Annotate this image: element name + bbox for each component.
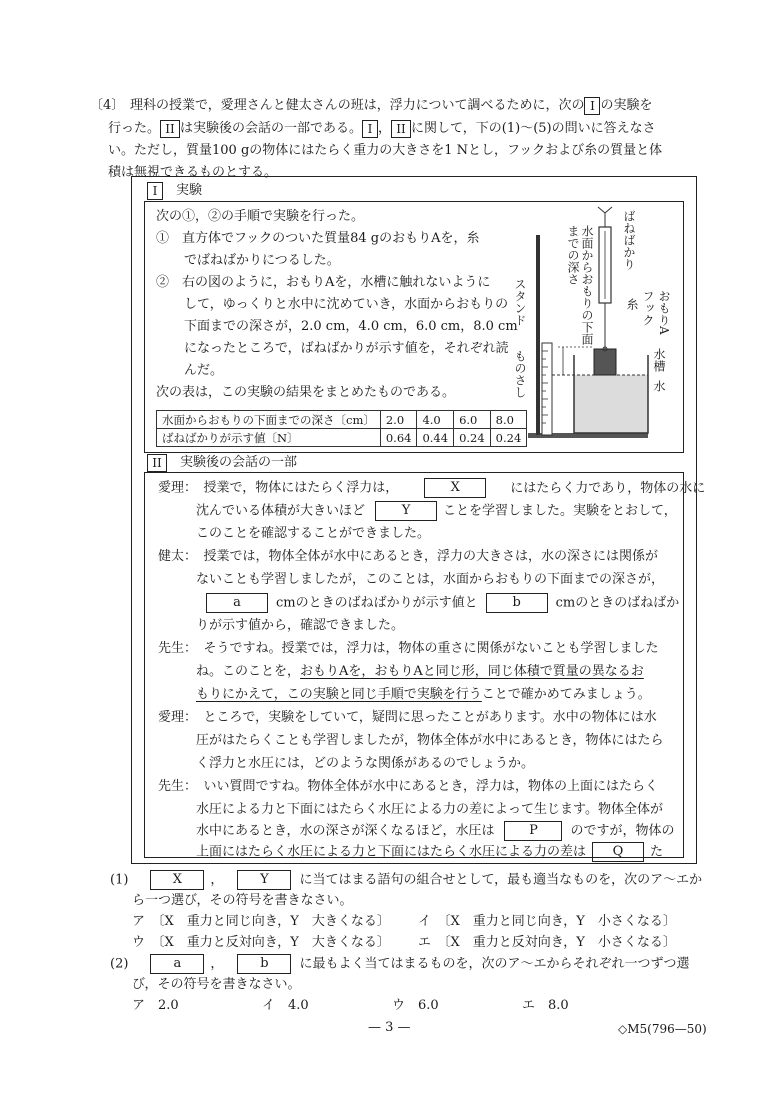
reading-cell: 0.44	[417, 429, 454, 447]
label-ruler: ものさし	[513, 350, 527, 398]
row-label-reading: ばねばかりが示す値〔N〕	[157, 429, 381, 447]
reading-cell: 0.24	[454, 429, 491, 447]
blank-P: P	[504, 821, 562, 841]
intro-line-2: 行った。 II は実験後の会話の一部である。 I ， II に関して，下の(1)〜(5)の問いに答えなさ	[108, 121, 656, 136]
q1-option-u: ウ 〔X 重力と反対向き，Y 大きくなる〕	[132, 935, 390, 950]
blank-Y: Y	[375, 501, 437, 521]
intro-line-3: い。ただし，質量100 gの物体にはたらく重力の大きさを1 Nとし，フックおよび糸の質量と体	[108, 143, 663, 158]
label-water: 水	[652, 380, 666, 392]
conv-line-15: 水圧による力と下面にはたらく水圧による力の差によって生じます。物体全体が	[196, 802, 663, 817]
conv-line-9: ね。このことを，おもりAを，おもりAと同じ形，同じ体積で質量の異なるお	[196, 664, 644, 679]
q2-option-e: エ 8.0	[522, 998, 569, 1013]
depth-cell: 6.0	[454, 411, 491, 429]
ruler	[542, 343, 552, 435]
reading-cell: 0.64	[380, 429, 417, 447]
table-row	[157, 429, 527, 447]
conv-line-1: 愛理： 授業で，物体にはたらく浮力は， X にはたらく力であり，物体の水に	[158, 478, 705, 499]
q1-line-2: ら一つ選び，その符号を書きなさい。	[132, 893, 353, 908]
conv-line-3: このことを確認することができました。	[196, 526, 431, 541]
q2-option-u: ウ 6.0	[392, 998, 439, 1013]
conv-line-4: 健太： 授業では，物体全体が水中にあるとき，浮力の大きさは，水の深さには関係が	[158, 549, 658, 564]
water	[574, 375, 648, 433]
conv-line-5: ないことも学習しましたが，このことは，水面からおもりの下面までの深さが，	[196, 572, 665, 587]
q1-line-1: (1) X ， Y に当てはまる語句の組合せとして，最も適当なものを，次のア〜エか	[110, 870, 702, 891]
conv-line-11: 愛理： ところで，実験をしていて，疑問に思ったことがあります。水中の物体には水	[158, 710, 657, 725]
q2-line-1: (2) a ， b に最もよく当てはまるものを，次のア〜エからそれぞれ一つずつ選	[110, 954, 689, 975]
label-depth: 水面からおもりの下面までの深さ	[566, 225, 594, 345]
blank-b: b	[486, 593, 548, 613]
stand-pole	[536, 235, 540, 435]
q1-blank-Y: Y	[237, 870, 291, 890]
exam-code: ◇M5(796—50)	[618, 1022, 707, 1036]
blank-X: X	[424, 478, 486, 498]
conversation-title: II 実験後の会話の一部	[147, 453, 297, 473]
conv-line-14: 先生： いい質問ですね。物体全体が水中にあるとき，浮力は，物体の上面にはたらく	[158, 779, 658, 794]
q1-option-i: イ 〔X 重力と同じ向き，Y 小さくなる〕	[418, 914, 676, 929]
depth-cell: 4.0	[417, 411, 454, 429]
underlined-text: もりにかえて，この実験と同じ手順で実験を行う	[196, 687, 482, 702]
q1-option-e: エ 〔X 重力と反対向き，Y 小さくなる〕	[418, 935, 676, 950]
table-row	[157, 411, 527, 429]
exp-line-1: 次の①，②の手順で実験を行った。	[156, 209, 365, 224]
blank-Q: Q	[592, 842, 644, 862]
label-spring-scale: ばねばかり	[622, 210, 636, 270]
underlined-text: おもりAを，おもりAと同じ形，同じ体積で質量の異なるお	[300, 664, 644, 679]
depth-cell: 2.0	[380, 411, 417, 429]
exp-line-9: 次の表は，この実験の結果をまとめたものである。	[156, 385, 456, 400]
row-label-depth: 水面からおもりの下面までの深さ〔cm〕	[157, 411, 381, 429]
exp-line-8: んだ。	[184, 363, 224, 378]
depth-cell: 8.0	[490, 411, 527, 429]
q1-option-a: ア 〔X 重力と同じ向き，Y 大きくなる〕	[132, 914, 390, 929]
q2-option-a: ア 2.0	[132, 998, 179, 1013]
conv-line-12: 圧がはたらくことも学習しましたが，物体全体が水中にあるとき，物体にはたら	[196, 733, 664, 748]
question-number: 〔4〕	[90, 98, 125, 113]
conv-line-7: りが示す値から，確認できました。	[196, 618, 405, 633]
reading-cell: 0.24	[490, 429, 527, 447]
exp-line-2: ① 直方体でフックのついた質量84 gのおもりAを，糸	[156, 231, 480, 246]
mark-II: II	[160, 120, 180, 138]
conv-line-17: 上面にはたらく水圧による力と下面にはたらく水圧による力の差は Q た	[196, 842, 663, 863]
q1-blank-X: X	[150, 870, 204, 890]
label-tank: 水槽	[652, 348, 666, 372]
exp-line-3: でばねばかりにつるした。	[184, 253, 340, 268]
q2-blank-b: b	[237, 954, 291, 974]
experiment-title: I 実験	[147, 181, 202, 201]
conv-line-6: a cmのときのばねばかりが示す値と b cmのときのばねばか	[196, 593, 679, 614]
q2-number: (2)	[110, 956, 129, 972]
exp-line-5: して，ゆっくりと水中に沈めていき，水面からおもりの	[184, 297, 509, 312]
results-table	[156, 410, 527, 447]
exp-line-6: 下面までの深さが，2.0 cm，4.0 cm，6.0 cm，8.0 cm	[184, 319, 518, 334]
q2-blank-a: a	[150, 954, 204, 974]
conv-line-2: 沈んでいる体積が大きいほど Y ことを学習しました。実験をとおして，	[196, 501, 677, 522]
intro-line-4: 積は無視できるものとする。	[108, 165, 278, 180]
conv-line-10: もりにかえて，この実験と同じ手順で実験を行うことで確かめてみましょう。	[196, 687, 651, 702]
conv-line-8: 先生： そうですね。授業では，浮力は，物体の重さに関係がないことも学習しました	[158, 641, 659, 656]
conv-line-16: 水中にあるとき，水の深さが深くなるほど，水圧は P のですが，物体の	[196, 821, 675, 842]
weight-A	[594, 349, 616, 375]
page-number: — 3 —	[368, 1020, 411, 1035]
q2-option-i: イ 4.0	[262, 998, 309, 1013]
conv-line-13: く浮力と水圧には，どのような関係があるのでしょうか。	[196, 756, 535, 771]
intro-line-1: 理科の授業で，愛理さんと健太さんの班は，浮力について調べるために，次の I の実験を	[130, 98, 653, 113]
mark-I: I	[584, 97, 600, 115]
blank-a: a	[206, 593, 268, 613]
exp-line-7: になったところで，ばねばかりが示す値を，それぞれ読	[184, 341, 509, 356]
exp-line-4: ② 右の図のように，おもりAを，水槽に触れないように	[156, 275, 491, 290]
label-weight: おもりA	[657, 290, 671, 335]
label-hook: フック	[641, 290, 655, 326]
q2-line-2: び，その符号を書きなさい。	[132, 977, 301, 992]
label-thread: 糸	[625, 298, 639, 310]
label-stand: スタンド	[513, 278, 527, 326]
q1-number: (1)	[110, 872, 129, 888]
